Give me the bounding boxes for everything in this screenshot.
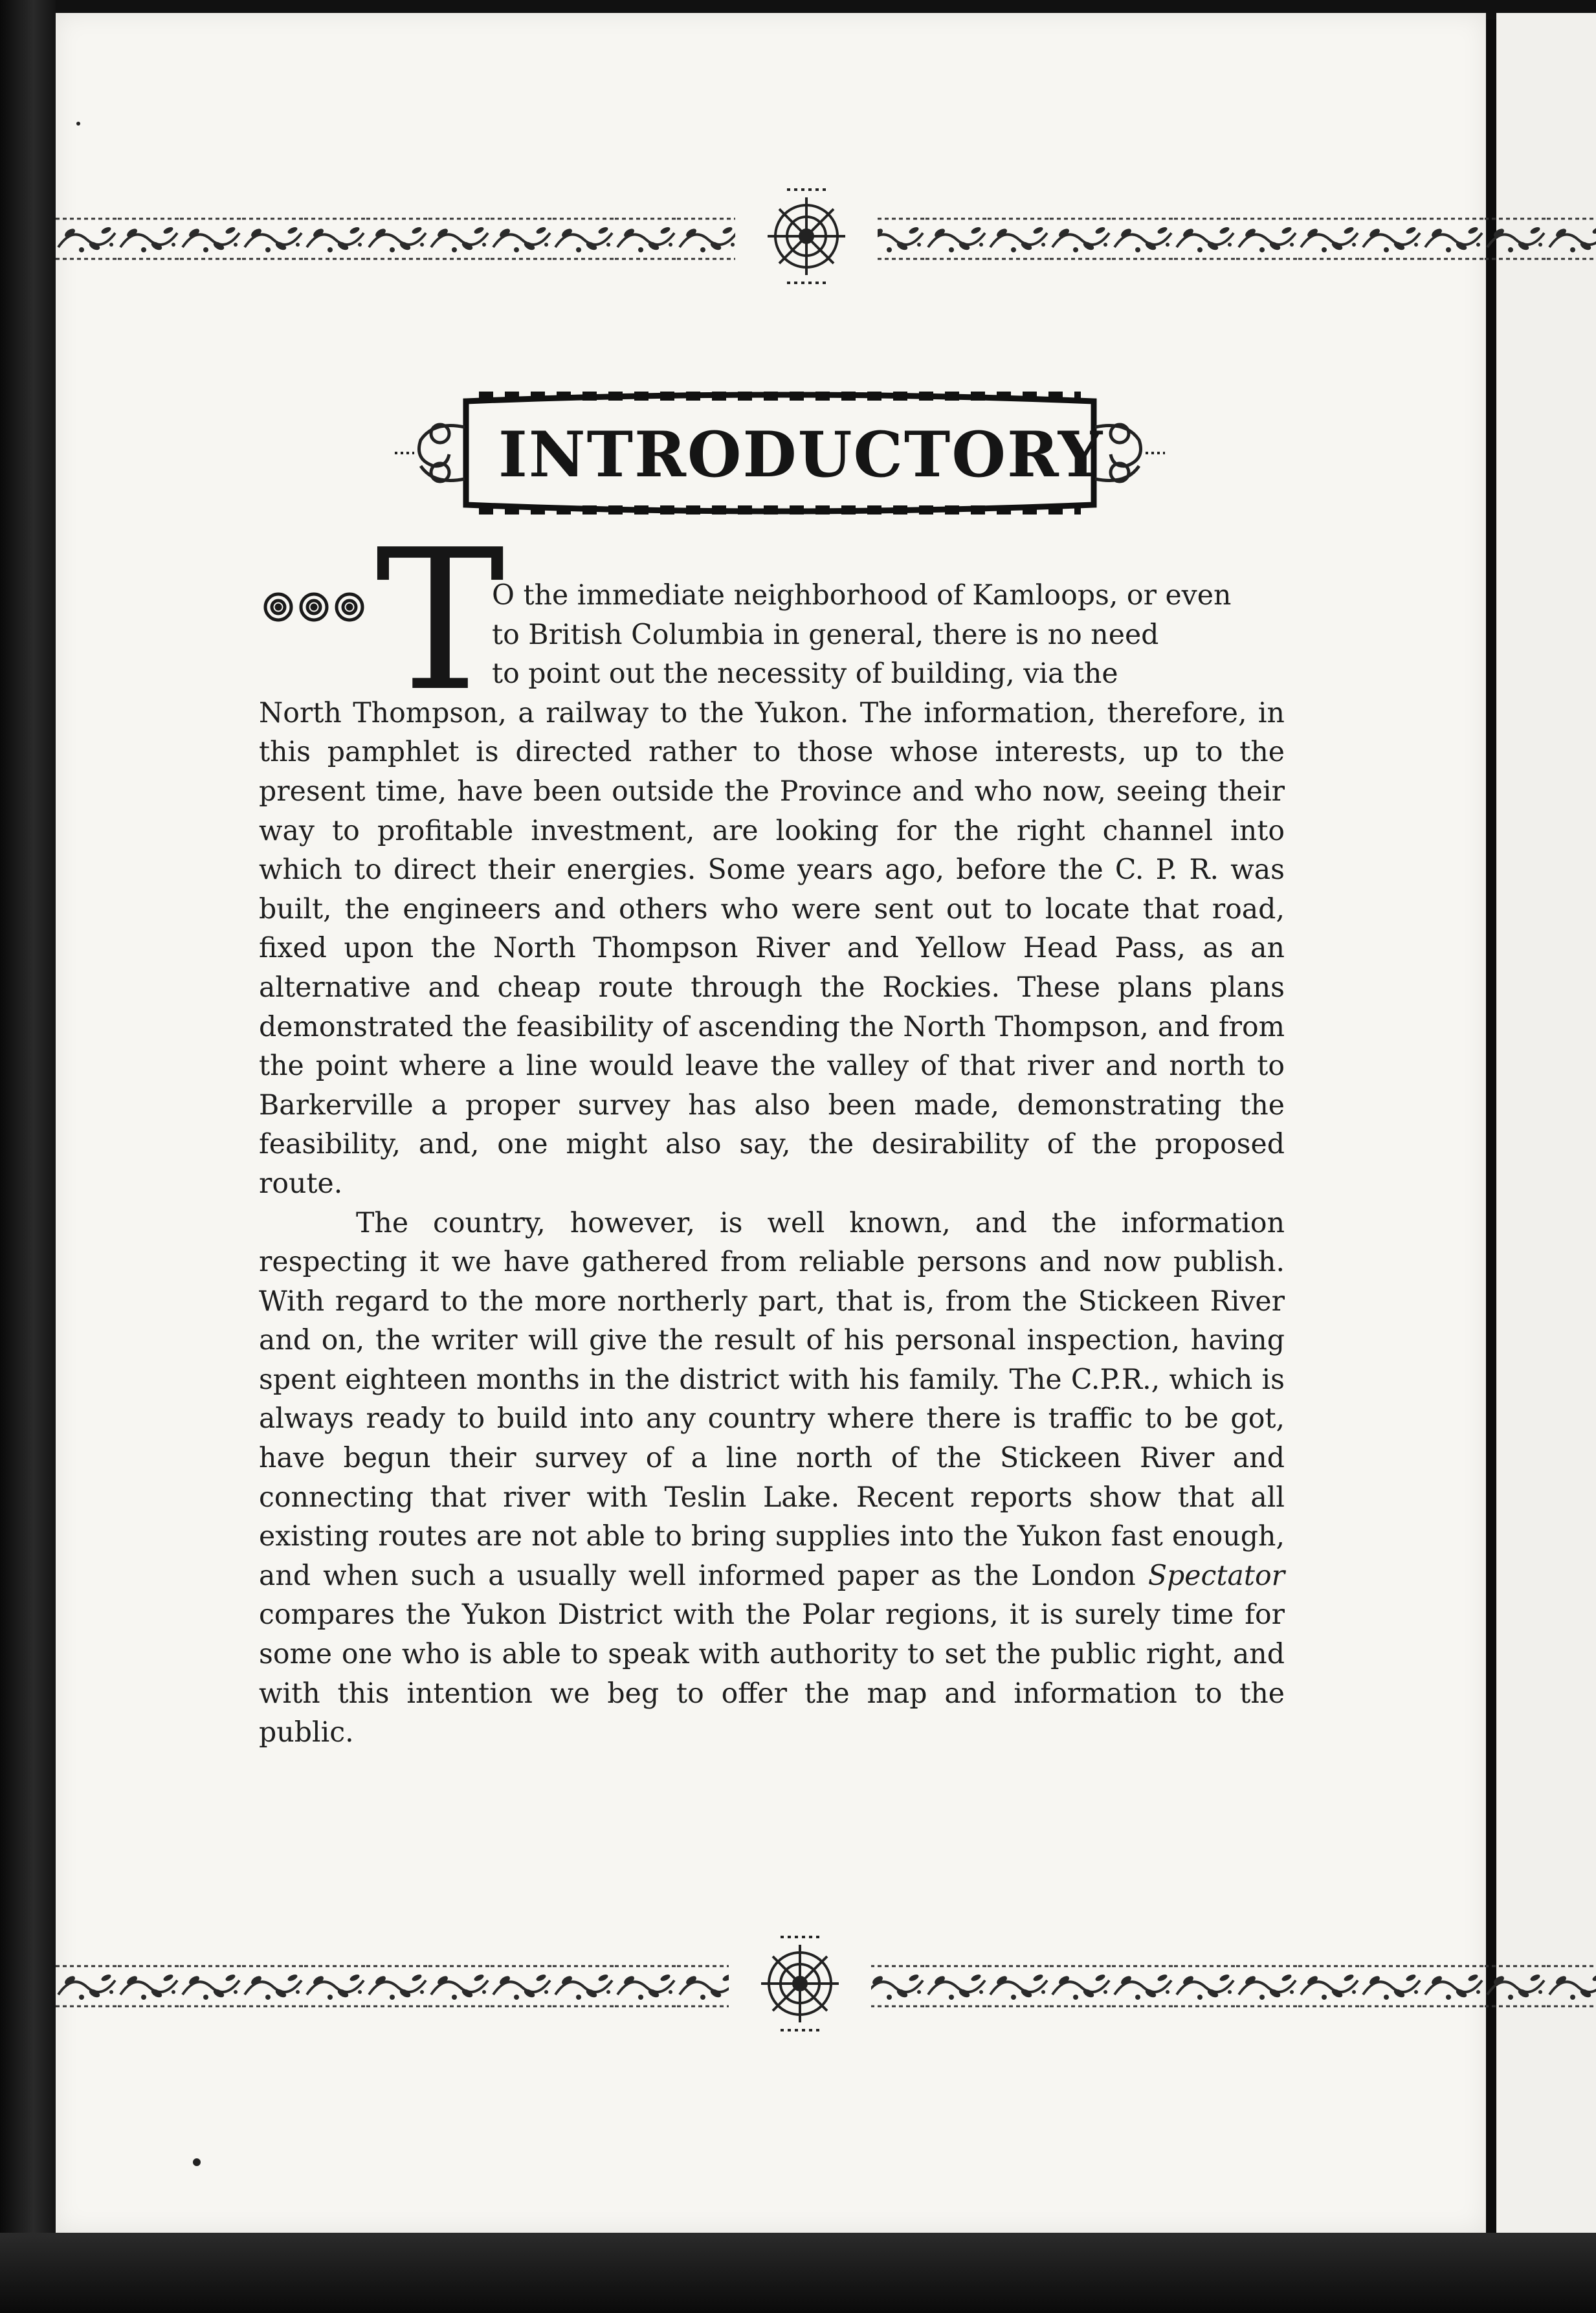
adjacent-page-strip [1496,13,1596,2239]
paragraph-1-line-2: to British Columbia in general, there is no need [492,618,1159,651]
publication-name: Spectator [1147,1559,1285,1592]
paragraph-1-line-1: O the immediate neighborhood of Kamloops, or even [492,579,1232,612]
paragraph-2-text-b: compares the Yukon District with the Polar regions, it is surely time for some one who is able to speak with authority to set the public right, and with this intention we beg to offer the map and information to the public. [259,1599,1285,1749]
paragraph-1-body: North Thompson, a railway to the Yukon. The information, therefore, in this pamphlet is directed rather to those whose interests, up to the present time, have been outside the Province and who now, seeing their way to profitable investment, are looking for the right channel into which to direct their energies. Some years ago, before the C. P. R. was built, the engineers and others who were sent out to locate that road, fixed upon the North Thompson River and Yellow Head Pass, as an alternative and cheap route through the Rockies. These plans plans demonstrated the feasibility of ascending the North Thompson, and from the point where a line would leave the valley of that river and north to Barkerville a proper survey has also been made, demonstrating the feasibility, and, one might also say, the desirability of the proposed route. [259,696,1285,1200]
page-fold-edge [1486,19,1496,2259]
left-binding-edge [0,0,56,2313]
paragraph-1-line-3: to point out the necessity of building, via the [492,658,1118,691]
scan-speck [193,2158,201,2166]
top-ornamental-border [56,188,1596,285]
paragraph-2 [259,1204,1285,1753]
title-cartouche [395,382,1165,524]
bottom-scan-edge [0,2233,1596,2313]
vine-border-icon [56,188,1596,285]
drop-cap-letter: T [375,508,505,734]
bottom-ornamental-border [56,1935,1596,2032]
page-title: INTRODUCTORY [498,418,1104,491]
article-body [259,576,1285,1753]
vine-border-icon [56,1935,1596,2032]
paragraph-2-text-a: The country, however, is well known, and the information respecting it we have gathered from reliable persons and now publish. With regard to the more northerly part, that is, from the Stickeen River and on, the writer will give the result of his personal inspection, having spent eighteen months in the district with his family. The C.P.R., which is always ready to build into any country where there is traffic to be got, have begun their survey of a line north of the Stickeen River and connecting that river with Teslin Lake. Recent reports show that all existing routes are not able to bring supplies into the Yukon fast enough, and when such a usually well informed paper as the London [259,1206,1285,1592]
scan-speck [76,122,80,126]
